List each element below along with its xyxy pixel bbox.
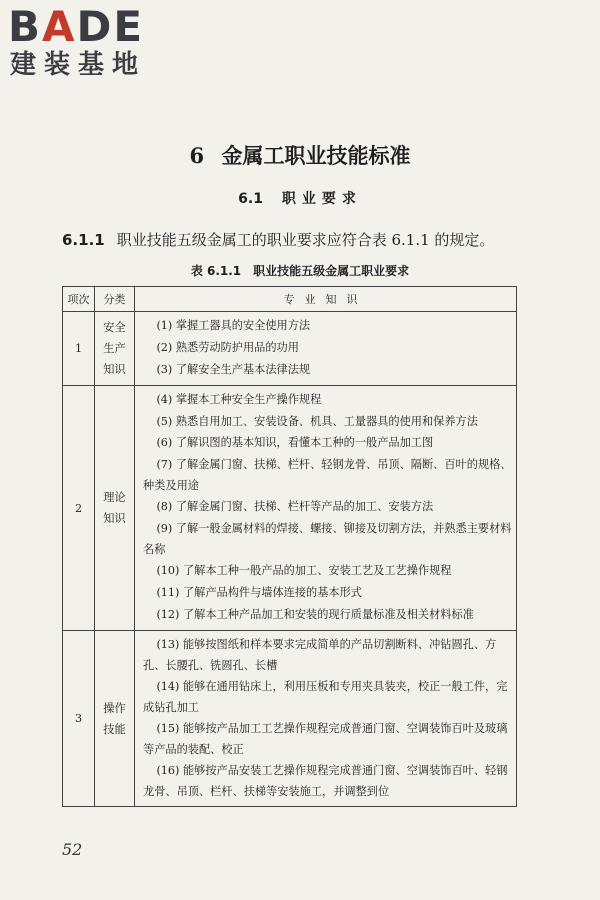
knowledge-item: (8) 了解金属门窗、扶梯、栏杆等产品的加工、安装方法 (156, 500, 434, 513)
logo-letter: E (113, 2, 145, 51)
logo-brand-text (8, 2, 144, 51)
table-caption (0, 262, 600, 279)
category-line: 知识 (103, 363, 126, 376)
row-knowledge (135, 312, 517, 386)
table-caption-title: 职业技能五级金属工职业要求 (253, 264, 410, 278)
row-category (95, 312, 135, 386)
knowledge-item: (16) 能够按产品安装工艺操作规程完成普通门窗、空调装饰百叶、轻钢龙骨、吊顶、栏杆、扶梯等安装施工，并调整到位 (143, 764, 508, 798)
knowledge-item: (12) 了解本工种产品加工和安装的现行质量标准及相关材料标准 (156, 608, 474, 621)
page-number: 52 (62, 840, 83, 859)
knowledge-item: (11) 了解产品构件与墙体连接的基本形式 (156, 586, 362, 599)
brand-logo (8, 4, 178, 80)
table-caption-number: 表 6.1.1 (190, 264, 242, 278)
category-line: 生产 (103, 342, 126, 355)
header-knowledge: 专业知识 (135, 287, 517, 312)
row-number: 3 (63, 631, 95, 807)
logo-wordmark (8, 4, 178, 50)
knowledge-item: (7) 了解金属门窗、扶梯、栏杆、轻钢龙骨、吊顶、隔断、百叶的规格、种类及用途 (143, 458, 512, 492)
header-category: 分类 (95, 287, 135, 312)
knowledge-item: (15) 能够按产品加工工艺操作规程完成普通门窗、空调装饰百叶及玻璃等产品的装配、校正 (143, 722, 508, 756)
row-knowledge (135, 631, 517, 807)
section-number: 6.1 (238, 191, 263, 207)
logo-letter: B (8, 2, 43, 51)
category-line: 操作 (103, 701, 126, 715)
category-line: 安全 (103, 321, 126, 334)
row-category (95, 386, 135, 631)
knowledge-item: (10) 了解本工种一般产品的加工、安装工艺及工艺操作规程 (156, 564, 452, 577)
knowledge-item: (13) 能够按图纸和样本要求完成简单的产品切割断料、冲钻圆孔、方孔、长腰孔、铣圆孔、长槽 (143, 638, 497, 672)
knowledge-item: (14) 能够在通用钻床上，利用压板和专用夹具装夹，校正一般工件，完成钻孔加工 (143, 680, 508, 714)
knowledge-item: (1) 掌握工器具的安全使用方法 (156, 319, 311, 332)
chapter-title-text: 金属工职业技能标准 (221, 143, 411, 168)
category-line: 技能 (103, 722, 126, 736)
row-number: 1 (63, 312, 95, 386)
logo-subtitle: 建装基地 (10, 50, 147, 80)
header-no: 项次 (63, 287, 95, 312)
logo-letter: D (76, 2, 114, 51)
knowledge-item: (5) 熟悉自用加工、安装设备、机具、工量器具的使用和保养方法 (156, 415, 478, 428)
row-knowledge (135, 386, 517, 631)
knowledge-item: (3) 了解安全生产基本法律法规 (156, 363, 311, 376)
table-row (63, 386, 517, 631)
clause-number: 6.1.1 (62, 231, 105, 249)
table-header-row (63, 287, 517, 312)
knowledge-item: (6) 了解识图的基本知识，看懂本工种的一般产品加工图 (156, 436, 434, 449)
knowledge-item: (9) 了解一般金属材料的焊接、螺接、铆接及切割方法，并熟悉主要材料名称 (143, 522, 512, 556)
row-number: 2 (63, 386, 95, 631)
table-row (63, 631, 517, 807)
category-line: 理论 (103, 491, 126, 504)
section-title-text: 职业要求 (281, 191, 362, 207)
table-row (63, 312, 517, 386)
knowledge-item: (4) 掌握本工种安全生产操作规程 (156, 393, 322, 406)
knowledge-item: (2) 熟悉劳动防护用品的功用 (156, 341, 299, 354)
logo-letter: A (42, 2, 77, 51)
chapter-title (0, 140, 600, 170)
category-line: 知识 (103, 512, 126, 525)
chapter-number: 6 (189, 143, 205, 168)
row-category (95, 631, 135, 807)
clause-paragraph (62, 229, 494, 250)
clause-text: 职业技能五级金属工的职业要求应符合表 6.1.1 的规定。 (116, 231, 495, 249)
requirements-table (62, 286, 517, 807)
section-title (0, 188, 600, 208)
